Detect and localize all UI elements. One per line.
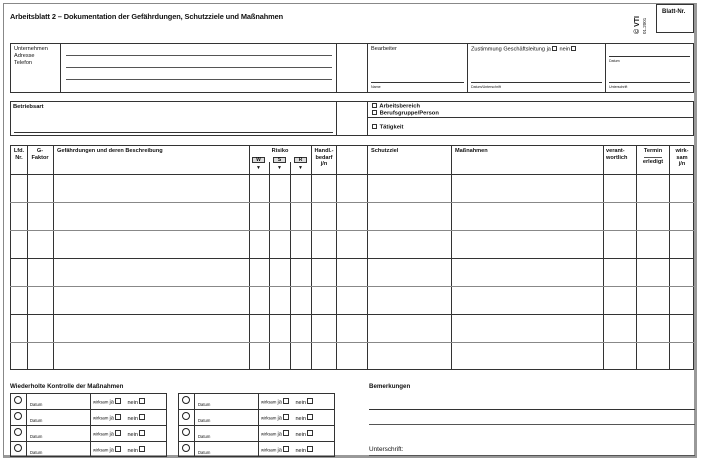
control-date-label: Datum [198,450,211,455]
control-circle-icon[interactable] [14,396,22,404]
header-info-box [10,43,694,93]
divider [367,101,368,136]
activity-checkbox[interactable] [372,124,377,129]
control-yes-label: ja [109,431,114,438]
col-effective-line3: j/n [678,161,686,168]
col-effective-line1: wirk- [675,148,689,154]
divider [336,43,337,93]
control-no-label: nein [293,447,307,454]
phone-label: Telefon [14,60,33,66]
column-divider [290,162,291,370]
col-lfd-line2: Nr. [15,154,23,161]
col-goal-header: Schutzziel [371,148,399,154]
operation-field[interactable] [14,132,333,133]
operation-box [10,101,694,136]
control-date-label: Datum [30,434,43,439]
control-date-label: Datum [30,418,43,423]
editor-label: Bearbeiter [371,46,397,52]
publisher-date: 01.2001 [642,17,647,34]
col-deadline-label: Termin [643,148,663,154]
signature-caption: Unterschrift [609,85,628,89]
approval-text: Zustimmung Geschäftsleitung [471,46,545,53]
activity-label: Tätigkeit [379,124,404,131]
control-no-label: nein [293,431,307,438]
control-effective [261,398,314,406]
control-no-label: nein [125,415,139,422]
col-action-line2: bedarf [315,154,333,161]
control-circle-icon[interactable] [182,396,190,404]
table-row[interactable] [10,286,694,287]
control-effective-label: wirksam [261,415,278,421]
col-lfd-header [11,148,27,161]
control-no-checkbox[interactable] [139,446,145,452]
sheet-number-label: Blatt-Nr. [662,9,686,15]
table-row[interactable] [10,174,694,175]
editor-name-caption: Name [371,85,381,89]
remarks-line[interactable] [369,424,695,425]
control-effective [261,446,314,454]
control-yes-label: ja [277,447,282,454]
control-yes-label: ja [109,447,114,454]
control-no-checkbox[interactable] [139,398,145,404]
col-hazards-header: Gefährdungen und deren Beschreibung [57,148,163,154]
arrow-down-icon: ▼ [298,165,303,171]
control-yes-checkbox[interactable] [283,398,289,404]
control-no-label: nein [125,447,139,454]
control-yes-checkbox[interactable] [115,398,121,404]
company-field[interactable] [66,55,332,56]
address-label: Adresse [14,53,35,59]
col-done-label: erledigt [642,158,664,165]
control-circle-icon[interactable] [14,412,22,420]
control-date-label: Datum [198,434,211,439]
phone-field[interactable] [66,79,332,80]
control-no-label: nein [293,415,307,422]
control-date-label: Datum [30,450,43,455]
divider [178,425,335,426]
col-gfaktor-line2: Faktor [31,154,49,161]
remarks-line[interactable] [369,409,695,410]
control-circle-icon[interactable] [14,428,22,436]
control-no-checkbox[interactable] [139,430,145,436]
col-deadline-header [637,148,669,165]
signature-field[interactable] [609,82,690,83]
col-measures-header: Maßnahmen [455,148,488,154]
company-label: Unternehmen [14,46,48,52]
divider [10,441,167,442]
control-yes-checkbox[interactable] [115,414,121,420]
control-circle-icon[interactable] [182,412,190,420]
control-yes-label: ja [109,415,114,422]
option-occupation[interactable] [371,110,439,118]
page-title: Arbeitsblatt 2 – Dokumentation der Gefährdungen, Schutzziele und Maßnahmen [10,12,284,21]
approval-no-checkbox[interactable] [571,46,576,51]
risk-r-label: R [294,157,307,163]
control-effective-label: wirksam [261,399,278,405]
operation-label: Betriebsart [13,104,44,110]
col-action-header [312,148,336,168]
col-gfaktor-header [28,148,52,161]
arrow-down-icon: ▼ [256,165,261,171]
editor-name-field[interactable] [371,82,464,83]
col-responsible-header [606,148,627,161]
address-field[interactable] [66,67,332,68]
control-yes-checkbox[interactable] [283,414,289,420]
divider [367,43,368,93]
control-effective [93,398,146,406]
col-effective-line2: sam [676,154,688,161]
remarks-signature-field[interactable] [369,455,695,456]
col-responsible-line1: verant- [606,148,625,154]
divider [605,43,606,93]
occupation-checkbox[interactable] [372,110,377,115]
remarks-title: Bemerkungen [369,383,411,390]
control-title: Wiederholte Kontrolle der Maßnahmen [10,383,124,390]
approval-no-label: nein [559,46,571,53]
table-row[interactable] [10,314,694,315]
control-yes-checkbox[interactable] [283,430,289,436]
option-activity[interactable] [371,124,403,132]
control-yes-label: ja [109,399,114,406]
company-labels [14,46,48,67]
table-row[interactable] [10,342,694,343]
date-field[interactable] [609,56,690,57]
approval-label [471,46,577,54]
work-area-checkbox[interactable] [372,103,377,108]
control-effective-label: wirksam [93,431,110,437]
control-no-checkbox[interactable] [307,398,313,404]
control-effective-label: wirksam [261,431,278,437]
table-row[interactable] [10,202,694,203]
control-effective [261,430,314,438]
control-date-label: Datum [30,402,43,407]
risk-s-label: S [273,157,286,163]
arrow-down-icon: ▼ [277,165,282,171]
control-yes-checkbox[interactable] [115,446,121,452]
control-yes-checkbox[interactable] [283,446,289,452]
control-effective-label: wirksam [93,447,110,453]
control-no-checkbox[interactable] [139,414,145,420]
control-no-label: nein [293,399,307,406]
divider [10,409,167,410]
control-circle-icon[interactable] [182,444,190,452]
approval-yes-checkbox[interactable] [552,46,557,51]
control-date-label: Datum [198,402,211,407]
col-risk-header: Risiko [271,148,289,154]
control-effective-label: wirksam [261,447,278,453]
approval-signature-field[interactable] [471,82,602,83]
remarks-signature-label: Unterschrift: [369,446,404,453]
control-no-label: nein [125,431,139,438]
divider [644,157,662,158]
col-lfd-line1: Lfd. [13,148,25,154]
table-row[interactable] [10,230,694,231]
control-circle-icon[interactable] [182,428,190,436]
approval-yes-label: ja [546,46,551,53]
control-effective [93,430,146,438]
control-no-checkbox[interactable] [307,430,313,436]
divider [10,425,167,426]
col-action-line3: j/n [320,161,328,168]
control-yes-checkbox[interactable] [115,430,121,436]
divider [336,101,337,136]
control-yes-label: ja [277,431,282,438]
divider [60,43,61,93]
col-effective-header [670,148,694,168]
control-effective-label: wirksam [93,415,110,421]
control-effective [261,414,314,422]
column-divider [269,162,270,370]
divider [467,43,468,93]
table-row[interactable] [10,258,694,259]
col-responsible-line2: wortlich [606,154,628,161]
divider [178,441,335,442]
control-circle-icon[interactable] [14,444,22,452]
work-area-label: Arbeitsbereich [379,103,420,110]
control-no-checkbox[interactable] [307,414,313,420]
occupation-label: Berufsgruppe/Person [379,110,439,117]
control-effective-label: wirksam [93,399,110,405]
control-effective [93,446,146,454]
risk-w-label: W [252,157,265,163]
approval-signature-caption: Datum/Unterschrift [471,85,501,89]
publisher-mark-text: © VTI [634,16,641,34]
control-effective [93,414,146,422]
publisher-mark [633,6,649,36]
control-date-label: Datum [198,418,211,423]
control-yes-label: ja [277,399,282,406]
date-caption: Datum [609,59,620,63]
sheet-number-field[interactable] [656,4,694,33]
col-action-line1: Handl.- [314,148,334,154]
control-no-label: nein [125,399,139,406]
col-gfaktor-line1: G- [36,148,44,154]
control-no-checkbox[interactable] [307,446,313,452]
divider [178,409,335,410]
control-yes-label: ja [277,415,282,422]
